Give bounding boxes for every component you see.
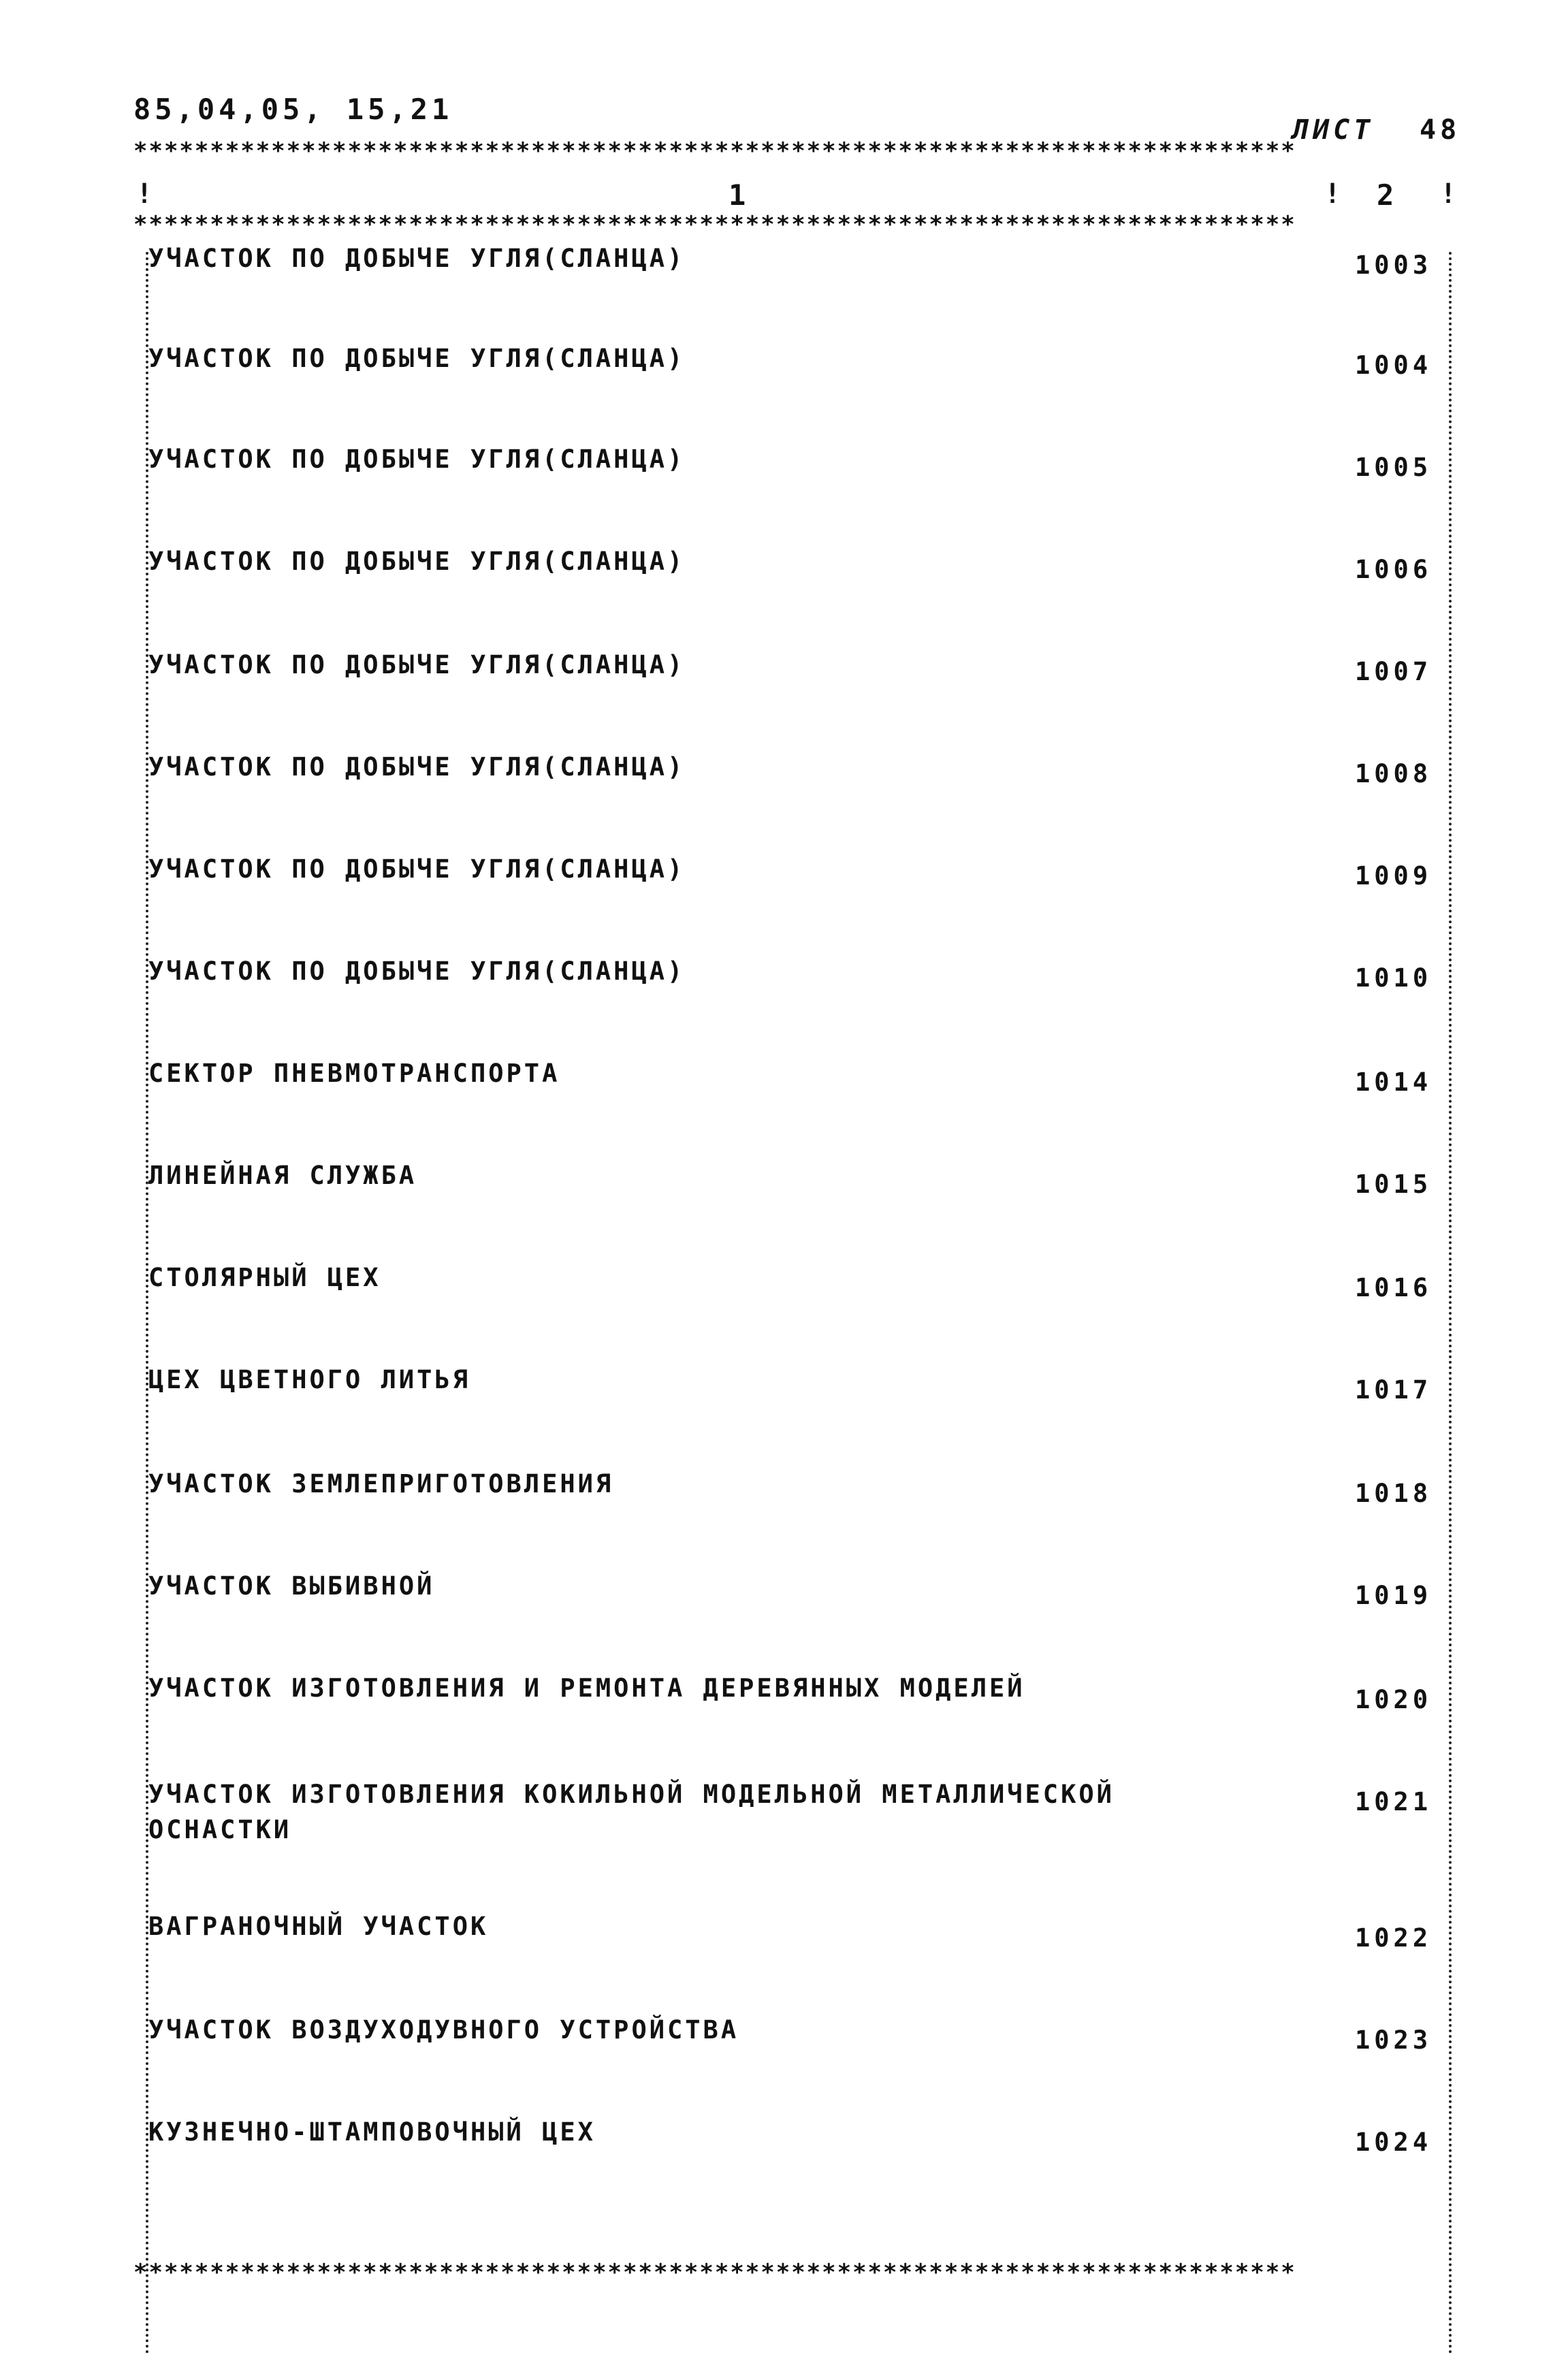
row-name: ЦЕХ ЦВЕТНОГО ЛИТЬЯ [148,1365,470,1394]
row-name: СТОЛЯРНЫЙ ЦЕХ [148,1263,381,1292]
row-name: ЛИНЕЙНАЯ СЛУЖБА [148,1161,417,1190]
row-code: 1008 [1355,759,1433,788]
row-name: УЧАСТОК ПО ДОБЫЧЕ УГЛЯ(СЛАНЦА) [148,445,686,474]
table-right-border [1449,252,1452,2356]
row-code: 1020 [1355,1685,1433,1714]
row-name: УЧАСТОК ИЗГОТОВЛЕНИЯ И РЕМОНТА ДЕРЕВЯННЫХ МОДЕЛЕЙ [148,1673,1025,1703]
row-code: 1005 [1355,453,1433,482]
row-name: УЧАСТОК ПО ДОБЫЧЕ УГЛЯ(СЛАНЦА) [148,547,686,576]
row-name: УЧАСТОК ПО ДОБЫЧЕ УГЛЯ(СЛАНЦА) [148,854,686,884]
row-code: 1023 [1355,2025,1433,2055]
sheet-label: ЛИСТ [1292,114,1375,146]
header-left-bar: ! [136,178,153,210]
row-code: 1004 [1355,351,1433,380]
row-name: УЧАСТОК ВОЗДУХОДУВНОГО УСТРОЙСТВА [148,2015,739,2045]
row-code: 1006 [1355,555,1433,584]
header-border: **************************************************************************** [133,211,1296,238]
header-right-bar: ! [1440,178,1457,210]
row-code: 1021 [1355,1787,1433,1816]
row-code: 1009 [1355,861,1433,891]
row-code: 1019 [1355,1581,1433,1610]
row-name: УЧАСТОК ПО ДОБЫЧЕ УГЛЯ(СЛАНЦА) [148,650,686,679]
row-name: КУЗНЕЧНО-ШТАМПОВОЧНЫЙ ЦЕХ [148,2117,596,2147]
column-header-1: 1 [729,178,746,212]
bottom-border: **************************************************************************** [133,2259,1296,2286]
row-code: 1024 [1355,2128,1433,2157]
column-header-2: 2 [1377,178,1394,212]
row-name: УЧАСТОК ПО ДОБЫЧЕ УГЛЯ(СЛАНЦА) [148,957,686,986]
row-name: УЧАСТОК ЗЕМЛЕПРИГОТОВЛЕНИЯ [148,1469,614,1498]
row-name: УЧАСТОК ВЫБИВНОЙ [148,1571,435,1601]
row-name: УЧАСТОК ПО ДОБЫЧЕ УГЛЯ(СЛАНЦА) [148,244,686,273]
row-code: 1003 [1355,251,1433,280]
row-code: 1010 [1355,963,1433,993]
row-code: 1016 [1355,1273,1433,1302]
row-name: УЧАСТОК ИЗГОТОВЛЕНИЯ КОКИЛЬНОЙ МОДЕЛЬНОЙ МЕТАЛЛИЧЕСКОЙ ОСНАСТКИ [148,1780,1115,1844]
print-timestamp: 85,04,05, 15,21 [133,93,453,126]
row-code: 1007 [1355,657,1433,686]
row-code: 1018 [1355,1479,1433,1508]
top-border: **************************************************************************** [133,138,1296,165]
row-name: УЧАСТОК ПО ДОБЫЧЕ УГЛЯ(СЛАНЦА) [148,344,686,373]
row-name: УЧАСТОК ПО ДОБЫЧЕ УГЛЯ(СЛАНЦА) [148,752,686,782]
row-code: 1017 [1355,1375,1433,1405]
row-name: ВАГРАНОЧНЫЙ УЧАСТОК [148,1912,489,1941]
row-code: 1022 [1355,1923,1433,1953]
row-code: 1015 [1355,1170,1433,1199]
header-mid-bar: ! [1324,178,1341,210]
row-code: 1014 [1355,1068,1433,1097]
row-name: СЕКТОР ПНЕВМОТРАНСПОРТА [148,1059,560,1088]
sheet-number: 48 [1420,114,1461,146]
